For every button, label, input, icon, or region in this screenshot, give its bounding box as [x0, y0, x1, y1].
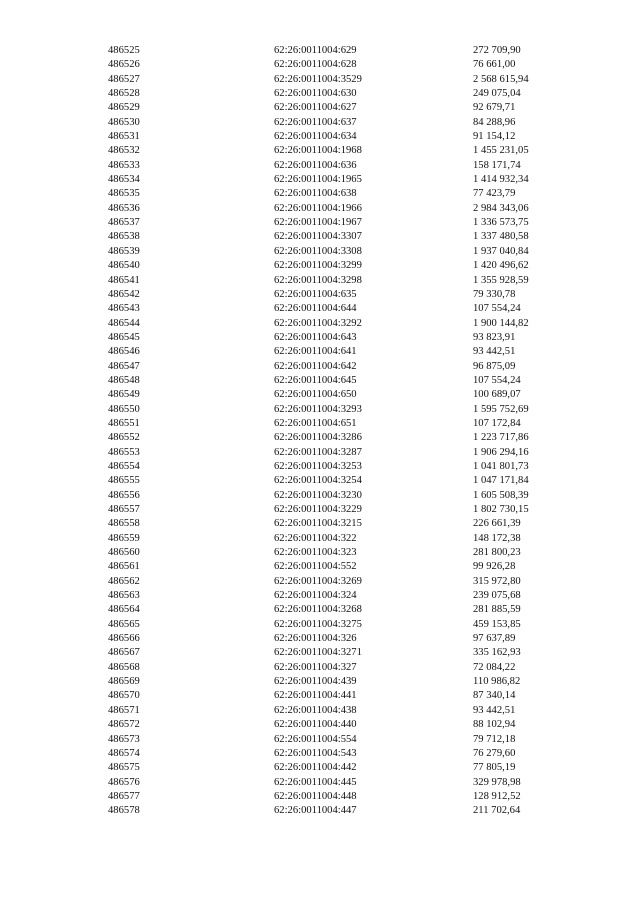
cadastral-number: 62:26:0011004:439	[274, 676, 357, 688]
cadastral-number: 62:26:0011004:634	[274, 131, 357, 143]
table-row	[108, 317, 563, 331]
cadastral-value: 158 171,74	[473, 159, 521, 171]
row-number: 486567	[108, 647, 140, 659]
row-number: 486546	[108, 346, 140, 358]
cadastral-value-table	[108, 44, 563, 819]
row-number: 486562	[108, 575, 140, 587]
cadastral-value: 97 637,89	[473, 633, 516, 645]
row-number: 486532	[108, 145, 140, 157]
row-number: 486525	[108, 45, 140, 56]
cadastral-value: 1 595 752,69	[473, 403, 529, 415]
row-number: 486570	[108, 690, 140, 702]
table-body	[108, 44, 563, 819]
row-number: 486556	[108, 489, 140, 501]
cadastral-value: 281 885,59	[473, 604, 521, 616]
row-number: 486541	[108, 274, 140, 286]
cadastral-value: 315 972,80	[473, 575, 521, 587]
cadastral-value: 79 712,18	[473, 733, 516, 745]
cadastral-value: 93 442,51	[473, 346, 516, 358]
table-row	[108, 517, 563, 531]
table-row	[108, 603, 563, 617]
row-number: 486559	[108, 532, 140, 544]
row-number: 486538	[108, 231, 140, 243]
cadastral-number: 62:26:0011004:644	[274, 303, 357, 315]
table-row	[108, 101, 563, 115]
cadastral-number: 62:26:0011004:3287	[274, 446, 362, 458]
row-number: 486578	[108, 805, 140, 817]
cadastral-number: 62:26:0011004:442	[274, 762, 357, 774]
cadastral-value: 99 926,28	[473, 561, 516, 573]
table-row	[108, 618, 563, 632]
row-number: 486577	[108, 790, 140, 802]
cadastral-value: 100 689,07	[473, 389, 521, 401]
table-row	[108, 417, 563, 431]
table-row	[108, 144, 563, 158]
row-number: 486575	[108, 762, 140, 774]
cadastral-value: 76 661,00	[473, 59, 516, 71]
cadastral-number: 62:26:0011004:3292	[274, 317, 362, 329]
cadastral-value: 91 154,12	[473, 131, 516, 143]
cadastral-number: 62:26:0011004:3299	[274, 260, 362, 272]
table-row	[108, 804, 563, 818]
table-row	[108, 560, 563, 574]
row-number: 486552	[108, 432, 140, 444]
row-number: 486537	[108, 217, 140, 229]
table-row	[108, 589, 563, 603]
table-row	[108, 776, 563, 790]
table-row	[108, 689, 563, 703]
cadastral-number: 62:26:0011004:3269	[274, 575, 362, 587]
cadastral-value: 1 047 171,84	[473, 475, 529, 487]
row-number: 486548	[108, 374, 140, 386]
row-number: 486571	[108, 704, 140, 716]
row-number: 486563	[108, 590, 140, 602]
cadastral-number: 62:26:0011004:3229	[274, 504, 362, 515]
cadastral-value: 329 978,98	[473, 776, 521, 788]
cadastral-number: 62:26:0011004:1967	[274, 217, 362, 229]
row-number: 486557	[108, 504, 140, 515]
table-row	[108, 58, 563, 72]
table-row	[108, 73, 563, 87]
cadastral-value: 239 075,68	[473, 590, 521, 602]
row-number: 486573	[108, 733, 140, 745]
cadastral-value: 1 605 508,39	[473, 489, 529, 501]
cadastral-value: 87 340,14	[473, 690, 516, 702]
cadastral-value: 1 414 932,34	[473, 174, 529, 186]
cadastral-number: 62:26:0011004:3529	[274, 73, 362, 85]
cadastral-number: 62:26:0011004:629	[274, 45, 357, 56]
cadastral-number: 62:26:0011004:438	[274, 704, 357, 716]
row-number: 486564	[108, 604, 140, 616]
table-row	[108, 661, 563, 675]
cadastral-value: 2 568 615,94	[473, 73, 529, 85]
cadastral-number: 62:26:0011004:3286	[274, 432, 362, 444]
cadastral-number: 62:26:0011004:440	[274, 719, 357, 731]
cadastral-value: 110 986,82	[473, 676, 521, 688]
row-number: 486529	[108, 102, 140, 114]
cadastral-value: 76 279,60	[473, 747, 516, 759]
cadastral-value: 1 900 144,82	[473, 317, 529, 329]
cadastral-number: 62:26:0011004:441	[274, 690, 357, 702]
row-number: 486547	[108, 360, 140, 372]
cadastral-number: 62:26:0011004:445	[274, 776, 357, 788]
cadastral-value: 88 102,94	[473, 719, 516, 731]
cadastral-number: 62:26:0011004:635	[274, 288, 357, 300]
row-number: 486544	[108, 317, 140, 329]
table-row	[108, 403, 563, 417]
cadastral-value: 226 661,39	[473, 518, 521, 530]
table-row	[108, 87, 563, 101]
cadastral-number: 62:26:0011004:642	[274, 360, 357, 372]
row-number: 486558	[108, 518, 140, 530]
row-number: 486539	[108, 245, 140, 257]
table-row	[108, 575, 563, 589]
row-number: 486530	[108, 116, 140, 128]
cadastral-number: 62:26:0011004:3293	[274, 403, 362, 415]
cadastral-value: 211 702,64	[473, 805, 521, 817]
cadastral-value: 1 336 573,75	[473, 217, 529, 229]
cadastral-value: 79 330,78	[473, 288, 516, 300]
cadastral-number: 62:26:0011004:447	[274, 805, 357, 817]
cadastral-value: 249 075,04	[473, 88, 521, 100]
table-row	[108, 474, 563, 488]
row-number: 486540	[108, 260, 140, 272]
row-number: 486565	[108, 618, 140, 630]
cadastral-number: 62:26:0011004:3230	[274, 489, 362, 501]
table-row	[108, 274, 563, 288]
table-row	[108, 431, 563, 445]
cadastral-number: 62:26:0011004:638	[274, 188, 357, 200]
table-row	[108, 546, 563, 560]
cadastral-value: 107 554,24	[473, 374, 521, 386]
cadastral-number: 62:26:0011004:628	[274, 59, 357, 71]
table-row	[108, 446, 563, 460]
cadastral-value: 107 172,84	[473, 417, 521, 429]
cadastral-value: 84 288,96	[473, 116, 516, 128]
cadastral-value: 92 679,71	[473, 102, 516, 114]
row-number: 486572	[108, 719, 140, 731]
table-row	[108, 790, 563, 804]
cadastral-number: 62:26:0011004:3254	[274, 475, 362, 487]
cadastral-number: 62:26:0011004:1966	[274, 202, 362, 214]
row-number: 486542	[108, 288, 140, 300]
cadastral-value: 335 162,93	[473, 647, 521, 659]
table-row	[108, 747, 563, 761]
cadastral-number: 62:26:0011004:322	[274, 532, 357, 544]
table-row	[108, 259, 563, 273]
cadastral-value: 148 172,38	[473, 532, 521, 544]
cadastral-value: 1 937 040,84	[473, 245, 529, 257]
cadastral-number: 62:26:0011004:324	[274, 590, 357, 602]
table-row	[108, 704, 563, 718]
row-number: 486550	[108, 403, 140, 415]
cadastral-number: 62:26:0011004:543	[274, 747, 357, 759]
cadastral-value: 1 041 801,73	[473, 460, 529, 472]
row-number: 486568	[108, 661, 140, 673]
table-row	[108, 489, 563, 503]
row-number: 486574	[108, 747, 140, 759]
row-number: 486534	[108, 174, 140, 186]
table-row	[108, 302, 563, 316]
table-row	[108, 460, 563, 474]
table-row	[108, 331, 563, 345]
row-number: 486576	[108, 776, 140, 788]
table-row	[108, 345, 563, 359]
table-row	[108, 202, 563, 216]
cadastral-number: 62:26:0011004:3271	[274, 647, 362, 659]
table-row	[108, 360, 563, 374]
cadastral-value: 96 875,09	[473, 360, 516, 372]
cadastral-number: 62:26:0011004:645	[274, 374, 357, 386]
table-row	[108, 718, 563, 732]
cadastral-value: 93 442,51	[473, 704, 516, 716]
cadastral-number: 62:26:0011004:1968	[274, 145, 362, 157]
cadastral-number: 62:26:0011004:636	[274, 159, 357, 171]
table-row	[108, 532, 563, 546]
cadastral-value: 1 906 294,16	[473, 446, 529, 458]
cadastral-number: 62:26:0011004:627	[274, 102, 357, 114]
table-row	[108, 675, 563, 689]
cadastral-value: 93 823,91	[473, 331, 516, 343]
row-number: 486566	[108, 633, 140, 645]
cadastral-value: 1 420 496,62	[473, 260, 529, 272]
table-row	[108, 187, 563, 201]
cadastral-value: 128 912,52	[473, 790, 521, 802]
table-row	[108, 503, 563, 517]
cadastral-value: 272 709,90	[473, 45, 521, 56]
table-row	[108, 388, 563, 402]
table-row	[108, 288, 563, 302]
row-number: 486560	[108, 547, 140, 559]
row-number: 486555	[108, 475, 140, 487]
cadastral-value: 459 153,85	[473, 618, 521, 630]
cadastral-number: 62:26:0011004:323	[274, 547, 357, 559]
cadastral-value: 281 800,23	[473, 547, 521, 559]
cadastral-number: 62:26:0011004:651	[274, 417, 357, 429]
table-row	[108, 632, 563, 646]
cadastral-number: 62:26:0011004:650	[274, 389, 357, 401]
cadastral-number: 62:26:0011004:326	[274, 633, 357, 645]
table-row	[108, 374, 563, 388]
table-row	[108, 116, 563, 130]
cadastral-value: 107 554,24	[473, 303, 521, 315]
cadastral-number: 62:26:0011004:3275	[274, 618, 362, 630]
cadastral-number: 62:26:0011004:1965	[274, 174, 362, 186]
cadastral-number: 62:26:0011004:637	[274, 116, 357, 128]
table-row	[108, 245, 563, 259]
row-number: 486543	[108, 303, 140, 315]
table-row	[108, 173, 563, 187]
cadastral-value: 1 355 928,59	[473, 274, 529, 286]
row-number: 486551	[108, 417, 140, 429]
table-row	[108, 646, 563, 660]
row-number: 486527	[108, 73, 140, 85]
cadastral-number: 62:26:0011004:3298	[274, 274, 362, 286]
row-number: 486553	[108, 446, 140, 458]
table-row	[108, 130, 563, 144]
table-row	[108, 44, 563, 58]
row-number: 486554	[108, 460, 140, 472]
row-number: 486549	[108, 389, 140, 401]
row-number: 486531	[108, 131, 140, 143]
cadastral-number: 62:26:0011004:3215	[274, 518, 362, 530]
cadastral-number: 62:26:0011004:554	[274, 733, 357, 745]
cadastral-number: 62:26:0011004:643	[274, 331, 357, 343]
cadastral-number: 62:26:0011004:3308	[274, 245, 362, 257]
row-number: 486545	[108, 331, 140, 343]
table-row	[108, 733, 563, 747]
row-number: 486535	[108, 188, 140, 200]
table-row	[108, 761, 563, 775]
row-number: 486569	[108, 676, 140, 688]
cadastral-number: 62:26:0011004:552	[274, 561, 357, 573]
cadastral-number: 62:26:0011004:641	[274, 346, 357, 358]
table-row	[108, 159, 563, 173]
row-number: 486561	[108, 561, 140, 573]
cadastral-number: 62:26:0011004:3253	[274, 460, 362, 472]
cadastral-number: 62:26:0011004:3268	[274, 604, 362, 616]
row-number: 486526	[108, 59, 140, 71]
row-number: 486533	[108, 159, 140, 171]
cadastral-value: 1 337 480,58	[473, 231, 529, 243]
table-row	[108, 230, 563, 244]
cadastral-value: 77 805,19	[473, 762, 516, 774]
cadastral-value: 1 455 231,05	[473, 145, 529, 157]
cadastral-value: 77 423,79	[473, 188, 516, 200]
cadastral-number: 62:26:0011004:3307	[274, 231, 362, 243]
cadastral-number: 62:26:0011004:630	[274, 88, 357, 100]
cadastral-value: 2 984 343,06	[473, 202, 529, 214]
cadastral-value: 72 084,22	[473, 661, 516, 673]
cadastral-number: 62:26:0011004:327	[274, 661, 357, 673]
table-row	[108, 216, 563, 230]
cadastral-value: 1 802 730,15	[473, 504, 529, 515]
row-number: 486528	[108, 88, 140, 100]
row-number: 486536	[108, 202, 140, 214]
cadastral-value: 1 223 717,86	[473, 432, 529, 444]
cadastral-number: 62:26:0011004:448	[274, 790, 357, 802]
